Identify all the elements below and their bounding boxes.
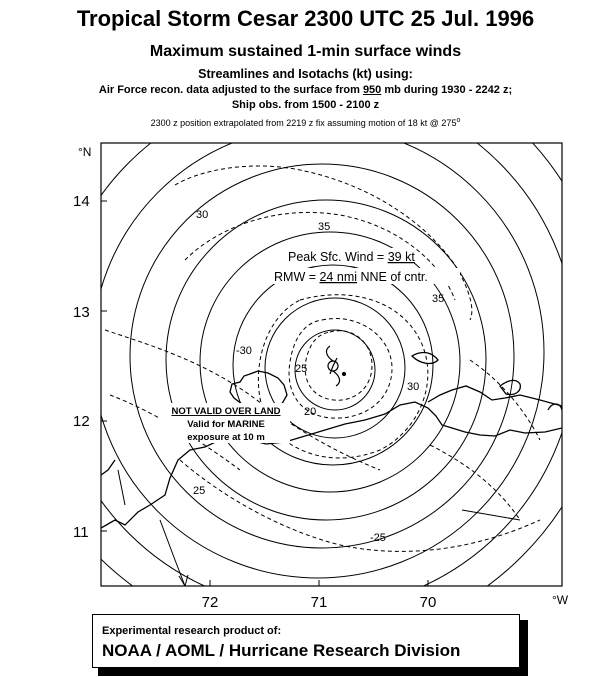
credit-box [92,614,520,668]
isotach-label: -25 [370,532,386,544]
isotach-label: 35 [432,293,445,305]
lon-tick-label: 70 [419,594,437,611]
rmw-label: RMW = 24 nmi NNE of cntr. [274,270,428,284]
isotach-label: 20 [304,406,317,418]
lat-tick-label: 14 [73,193,90,210]
credit-line-2: NOAA / AOML / Hurricane Research Division [102,641,461,660]
chart-subtitle: Maximum sustained 1-min surface winds [149,43,462,60]
land-note-line: NOT VALID OVER LAND [171,406,281,417]
peak-wind-label: Peak Sfc. Wind = 39 kt [288,250,415,264]
lat-tick-label: 12 [73,413,90,430]
land-note-line: Valid for MARINE [187,419,265,430]
chart-title: Tropical Storm Cesar 2300 UTC 25 Jul. 1996 [76,6,535,31]
recon-text: Air Force recon. data adjusted to the surface from [98,84,363,96]
credit-line-1: Experimental research product of: [102,625,282,637]
lon-tick-label: 72 [201,594,219,611]
method-line: Streamlines and Isotachs (kt) using: [198,67,413,81]
longitude-axis [202,593,569,611]
degree-sup: o [456,117,461,124]
position-note-text: 2300 z position extrapolated from 2219 z fix assuming motion of 18 kt @ 275 [150,118,457,128]
lat-tick-label: 11 [73,524,89,541]
lat-unit: °N [78,145,92,159]
lat-tick-label: 13 [73,304,90,321]
isotach-label: 25 [193,485,206,497]
latitude-axis [73,145,91,541]
recon-time-range: mb during 1930 - 2242 z; [381,84,513,96]
land-note-line: exposure at 10 m [187,432,265,443]
land-validity-note [160,403,290,443]
recon-pressure-level: 950 [362,84,382,96]
lon-tick-label: 71 [310,594,328,611]
lon-unit: °W [551,593,569,607]
peak-wind-value: 39 kt [387,250,415,264]
ship-obs-line: Ship obs. from 1500 - 2100 z [231,99,380,111]
isotach-label: 30 [407,381,420,393]
isotach-label: 30 [196,209,209,221]
isotach-label: 35 [318,221,331,233]
rmw-value: 24 nmi [319,270,358,284]
isotach-label: -30 [236,345,252,357]
isotach-label: 25 [295,363,308,375]
